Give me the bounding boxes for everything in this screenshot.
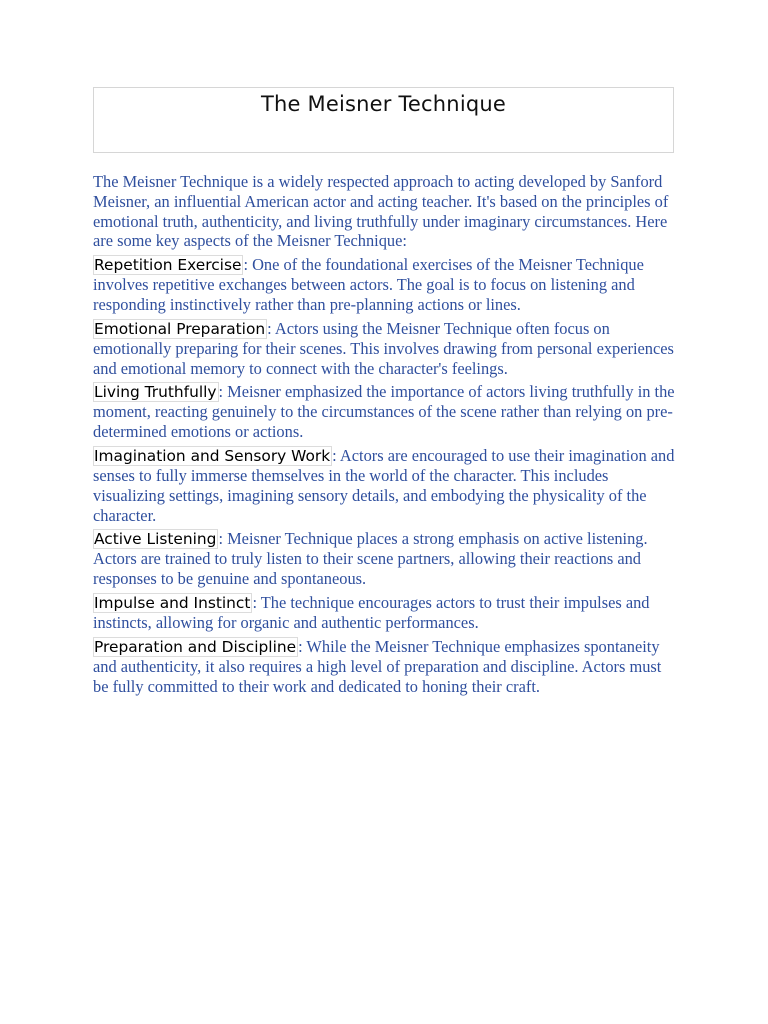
- title-box: [93, 87, 674, 153]
- document-body: [93, 172, 677, 700]
- section-term: Repetition Exercise: [94, 256, 242, 275]
- section-term: Impulse and Instinct: [94, 593, 251, 612]
- section-text: : Meisner emphasized the importance of actors living truthfully in the moment, reacting genuinely to the circumstances of the scene rather than relying on pre-determined emotions or actions.: [93, 382, 675, 442]
- section-impulse-instinct: [93, 593, 677, 633]
- section-text: : While the Meisner Technique emphasizes spontaneity and authenticity, it also requires a high level of preparation and discipline. Actors must be fully committed to their work and dedicated to honing their craft.: [93, 636, 662, 696]
- section-term: Emotional Preparation: [94, 319, 266, 338]
- section-text: : Actors are encouraged to use their imagination and senses to fully immerse themselves in the world of the character. This includes visualizing settings, imagining sensory details, and embodying the physicality of the character.: [93, 445, 675, 525]
- section-term: Living Truthfully: [94, 383, 217, 402]
- section-text: : Actors using the Meisner Technique often focus on emotionally preparing for their scenes. This involves drawing from personal experiences and emotional memory to connect with the character's feelings.: [93, 318, 674, 378]
- section-repetition-exercise: [93, 255, 677, 315]
- section-text: : One of the foundational exercises of the Meisner Technique involves repetitive exchanges between actors. The goal is to focus on listening and responding instinctively rather than pre-planning actions or lines.: [93, 255, 644, 314]
- section-living-truthfully: [93, 382, 677, 442]
- section-term: Imagination and Sensory Work: [94, 446, 331, 465]
- section-preparation-discipline: [93, 637, 677, 697]
- page-title: The Meisner Technique: [260, 92, 507, 116]
- section-emotional-preparation: [93, 319, 677, 379]
- intro-paragraph: The Meisner Technique is a widely respected approach to acting developed by Sanford Meisner, an influential American actor and acting teacher. It's based on the principles of emotional truth, authenticity, and living truthfully under imaginary circumstances. Here are some key aspects of the Meisner Technique:: [93, 172, 669, 251]
- section-term: Active Listening: [94, 530, 217, 549]
- section-active-listening: [93, 529, 677, 589]
- section-imagination-sensory-work: [93, 446, 677, 525]
- section-term: Preparation and Discipline: [94, 637, 297, 656]
- section-text: : Meisner Technique places a strong emphasis on active listening. Actors are trained to truly listen to their scene partners, allowing their reactions and responses to be genuine and spontaneous.: [93, 529, 648, 589]
- section-text: : The technique encourages actors to trust their impulses and instincts, allowing for organic and authentic performances.: [93, 592, 650, 632]
